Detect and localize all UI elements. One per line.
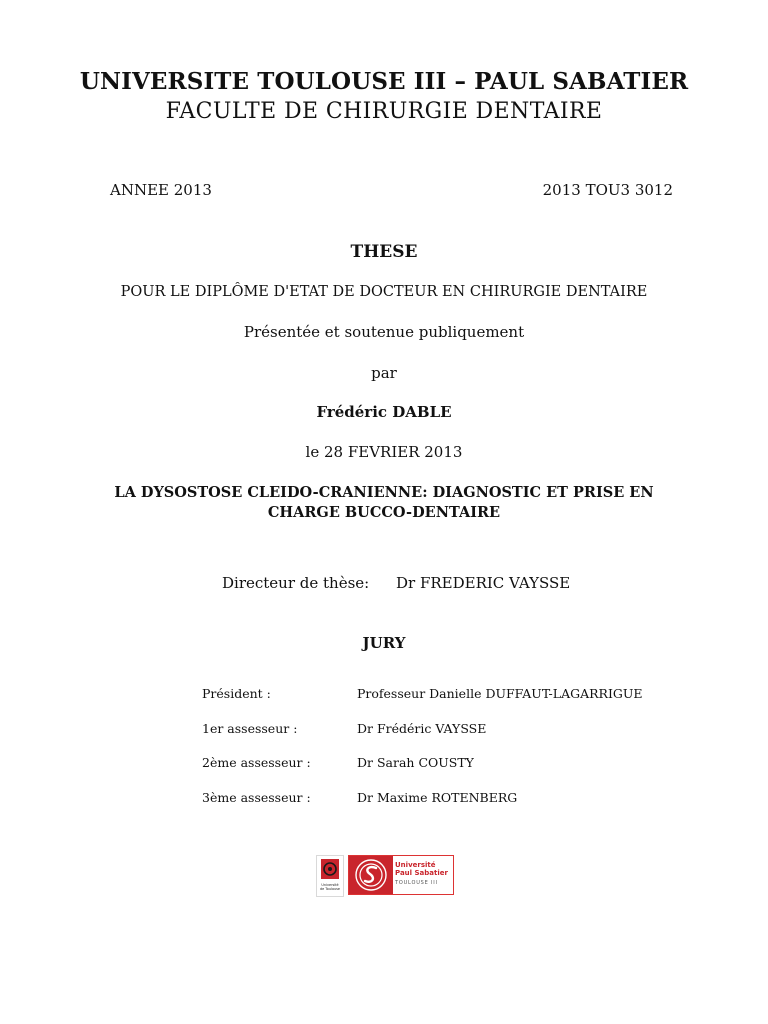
jury-role: Président : <box>202 686 271 701</box>
thesis-title-line-2: CHARGE BUCCO-DENTAIRE <box>267 504 501 521</box>
director-label: Directeur de thèse: <box>222 574 370 592</box>
defense-date: le 28 FEVRIER 2013 <box>305 443 463 461</box>
jury-member-name: Dr Maxime ROTENBERG <box>357 790 518 805</box>
jury-role: 2ème assesseur : <box>202 755 311 770</box>
jury-member-name: Professeur Danielle DUFFAUT-LAGARRIGUE <box>357 686 643 701</box>
thesis-reference: 2013 TOU3 3012 <box>542 181 673 199</box>
jury-role: 3ème assesseur : <box>202 790 311 805</box>
thesis-title <box>0 483 768 523</box>
ups-logo-text <box>395 861 448 877</box>
by-line: par <box>371 364 397 382</box>
university-logos <box>316 855 454 897</box>
paul-sabatier-emblem-icon <box>349 856 393 894</box>
academic-year: ANNEE 2013 <box>110 181 212 199</box>
paul-sabatier-logo <box>348 855 454 895</box>
university-title: UNIVERSITE TOULOUSE III – PAUL SABATIER <box>79 68 689 95</box>
director-name: Dr FREDERIC VAYSSE <box>396 574 571 592</box>
jury-member-name: Dr Sarah COUSTY <box>357 755 474 770</box>
jury-row-president <box>202 686 722 704</box>
ut-caption-line-2: de Toulouse <box>319 887 341 891</box>
ups-text-line-1: Université <box>395 861 436 869</box>
thesis-heading: THESE <box>350 242 418 262</box>
diploma-line: POUR LE DIPLÔME D'ETAT DE DOCTEUR EN CHIRURGIE DENTAIRE <box>120 284 648 300</box>
ups-text-line-2: Paul Sabatier <box>395 869 448 877</box>
jury-row-assessor-3 <box>202 790 722 808</box>
jury-heading: JURY <box>362 634 406 652</box>
ut-logo-caption <box>319 883 341 891</box>
toulouse-emblem-icon <box>317 856 343 882</box>
jury-role: 1er assesseur : <box>202 721 298 736</box>
jury-member-name: Dr Frédéric VAYSSE <box>357 721 487 736</box>
universite-de-toulouse-logo <box>316 855 344 897</box>
thesis-title-line-1: LA DYSOSTOSE CLEIDO-CRANIENNE: DIAGNOSTIC ET PRISE EN <box>114 484 654 501</box>
author-name: Frédéric DABLE <box>316 403 452 421</box>
presented-line: Présentée et soutenue publiquement <box>243 323 525 341</box>
ups-logo-city: TOULOUSE III <box>395 880 438 886</box>
jury-row-assessor-1 <box>202 721 722 739</box>
jury-row-assessor-2 <box>202 755 722 773</box>
ut-caption-line-1: Université <box>321 883 339 887</box>
faculty-title: FACULTE DE CHIRURGIE DENTAIRE <box>165 99 603 124</box>
